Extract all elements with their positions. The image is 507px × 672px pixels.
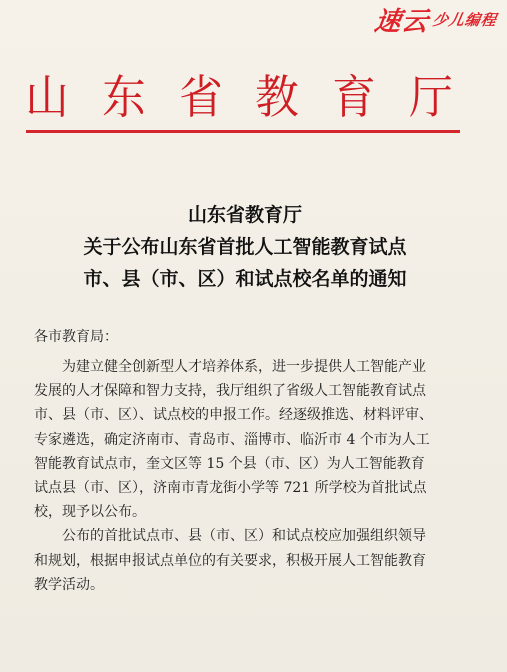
body-line: 为建立健全创新型人才培养体系，进一步提供人工智能产业 <box>62 359 426 375</box>
letterhead-red-rule <box>26 130 460 133</box>
body-line: 市、县（市、区）、试点校的申报工作。经逐级推选、材料评审、 <box>34 407 433 424</box>
watermark-sub-text: 少儿编程 <box>431 10 499 29</box>
watermark-main-text: 速云 <box>372 6 431 37</box>
notice-title-line-2: 关于公布山东省首批人工智能教育试点 <box>83 236 407 258</box>
body-line: 智能教育试点市，奎文区等 15 个县（市、区）为人工智能教育 <box>34 455 425 472</box>
notice-body <box>34 355 468 597</box>
body-line: 和规划，根据申报试点单位的有关要求，积极开展人工智能教育 <box>34 552 426 569</box>
notice-title-line-1: 山东省教育厅 <box>187 204 302 226</box>
salutation: 各市教育局： <box>34 329 118 345</box>
body-line: 校，现予以公布。 <box>34 504 146 521</box>
body-line: 试点县（市、区），济南市青龙街小学等 721 所学校为首批试点 <box>34 480 427 497</box>
body-line: 发展的人才保障和智力支持，我厅组织了省级人工智能教育试点 <box>34 383 426 400</box>
brand-watermark-logo <box>372 2 499 37</box>
letterhead-char: 东 <box>101 70 146 124</box>
letterhead-char: 教 <box>255 70 300 124</box>
letterhead-title <box>24 68 454 126</box>
notice-title-line-3: 市、县（市、区）和试点校名单的通知 <box>83 268 407 290</box>
letterhead-char: 山 <box>25 70 69 124</box>
letterhead-char: 省 <box>178 70 223 124</box>
letterhead-char: 厅 <box>409 70 453 124</box>
letterhead-char: 育 <box>332 70 377 124</box>
body-line: 公布的首批试点市、县（市、区）和试点校应加强组织领导 <box>62 528 426 545</box>
body-line: 教学活动。 <box>34 576 104 593</box>
notice-title <box>65 199 425 295</box>
body-line: 专家遴选，确定济南市、青岛市、淄博市、临沂市 4 个市为人工 <box>34 431 430 448</box>
